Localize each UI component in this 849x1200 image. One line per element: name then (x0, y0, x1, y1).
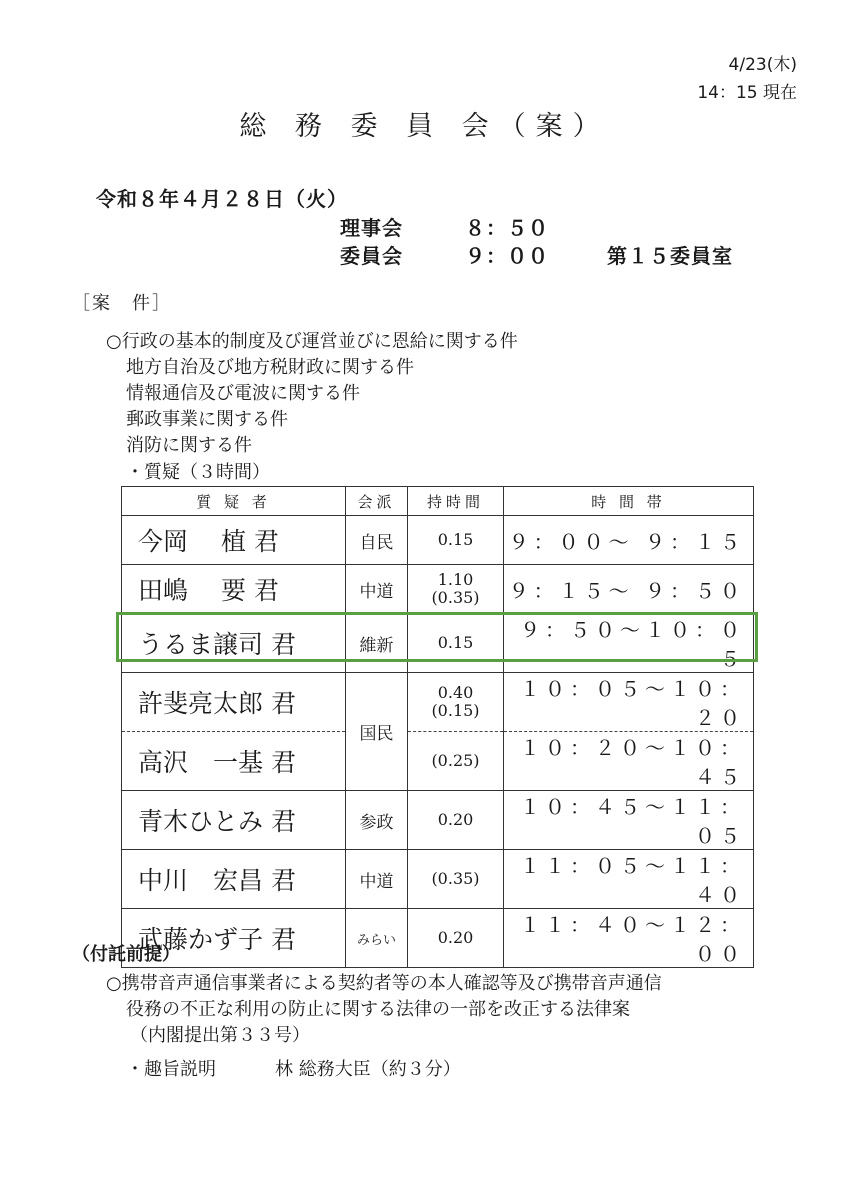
questioner-name: 許斐亮太郎 君 (122, 673, 346, 732)
agenda-heading: ［案 件］ (72, 293, 172, 314)
table-row (122, 565, 754, 614)
party: 中道 (346, 565, 408, 614)
agenda-item: 郵政事業に関する件 (126, 409, 288, 430)
table-row (122, 516, 754, 565)
time-slot: １０：２０～１０：４５ (504, 732, 754, 791)
table-row (122, 909, 754, 968)
table-row-highlighted (122, 614, 754, 673)
questioner-name: 武藤かず子 君 (122, 909, 346, 968)
party: 国民 (346, 673, 408, 791)
agenda-item: 情報通信及び電波に関する件 (126, 383, 360, 404)
allotted-time: (0.25) (408, 732, 504, 791)
time-slot: ９：１５～ ９：５０ (504, 565, 754, 614)
allotted-time (408, 565, 504, 614)
table-row (122, 791, 754, 850)
table-header-row (122, 487, 754, 516)
time-slot: １１：０５～１１：４０ (504, 850, 754, 909)
time-slot: １０：０５～１０：２０ (504, 673, 754, 732)
agenda-sub-item: ・質疑（３時間） (126, 462, 270, 483)
allotted-time: 0.15 (408, 614, 504, 673)
allotted-time-main: 1.10 (437, 570, 474, 589)
time-slot: ９：００～ ９：１５ (504, 516, 754, 565)
bill-title-line-2: 役務の不正な利用の防止に関する法律の一部を改正する法律案 (126, 999, 630, 1020)
schedule-label-committee: 委員会 (340, 244, 403, 268)
pre-referral-heading: （付託前提） (72, 944, 180, 965)
table-row (122, 673, 754, 732)
allotted-time-sub: (0.15) (431, 701, 480, 720)
party: 自民 (346, 516, 408, 565)
party: 中道 (346, 850, 408, 909)
allotted-time: (0.35) (408, 850, 504, 909)
date-stamp: 4/23(木) (728, 55, 797, 75)
header-questioner: 質 疑 者 (122, 487, 346, 516)
time-slot: １１：４０～１２：００ (504, 909, 754, 968)
party: 参政 (346, 791, 408, 850)
table-row (122, 732, 754, 791)
agenda-item: 消防に関する件 (126, 435, 252, 456)
header-time: 持時間 (408, 487, 504, 516)
questioner-name: うるま譲司 君 (122, 614, 346, 673)
header-party: 会派 (346, 487, 408, 516)
explanation-detail: 林 総務大臣（約３分） (275, 1059, 461, 1080)
meeting-date: 令和８年４月２８日（火） (96, 187, 348, 211)
agenda-item: 地方自治及び地方税財政に関する件 (126, 357, 414, 378)
allotted-time: 0.20 (408, 909, 504, 968)
time-stamp: 14：15 現在 (697, 83, 797, 103)
explanation-label: ・趣旨説明 (126, 1059, 216, 1080)
questioner-name: 青木ひとみ 君 (122, 791, 346, 850)
allotted-time: 0.15 (408, 516, 504, 565)
questioner-name: 高沢 一基 君 (122, 732, 346, 791)
schedule-label-board: 理事会 (340, 216, 403, 240)
allotted-time-sub: (0.35) (431, 588, 480, 607)
agenda-item: ○行政の基本的制度及び運営並びに恩給に関する件 (106, 331, 518, 352)
allotted-time-main: 0.40 (437, 683, 474, 702)
page-title: 総 務 委 員 会（案） (239, 111, 610, 142)
questioner-name: 田嶋 要 君 (122, 565, 346, 614)
questioner-name: 今岡 植 君 (122, 516, 346, 565)
questioner-table (121, 486, 754, 968)
allotted-time: 0.20 (408, 791, 504, 850)
party: 維新 (346, 614, 408, 673)
bill-title-line-1: ○携帯音声通信事業者による契約者等の本人確認等及び携帯音声通信 (106, 973, 662, 994)
schedule-time-board: ８：５０ (465, 216, 549, 240)
schedule-time-committee: ９：００ (465, 244, 549, 268)
questioner-name: 中川 宏昌 君 (122, 850, 346, 909)
bill-number: （内閣提出第３３号） (130, 1025, 310, 1046)
table-row (122, 850, 754, 909)
header-slot: 時 間 帯 (504, 487, 754, 516)
time-slot: ９：５０～１０：０５ (504, 614, 754, 673)
party: みらい (346, 909, 408, 968)
time-slot: １０：４５～１１：０５ (504, 791, 754, 850)
schedule-room: 第１５委員室 (607, 244, 733, 268)
allotted-time (408, 673, 504, 732)
